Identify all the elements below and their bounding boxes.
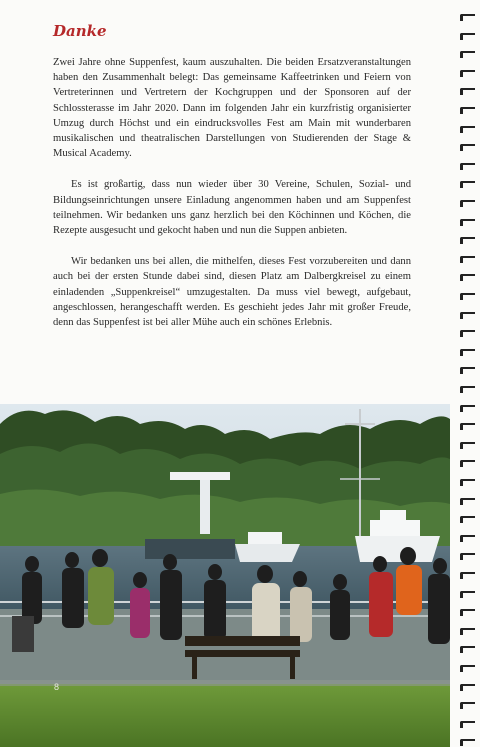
- paragraph-2: Es ist großartig, dass nun wieder über 30 Vereine, Schulen, Sozial- und Bildungseinrichtungen unsere Einladung angenommen haben und am Suppenfest teilnehmen. Wir bedanken uns ganz herzlich bei den Köchinnen und Köchen, die Rezepte ausgesucht und gekocht haben und nun die Suppen anbieten.: [53, 179, 411, 237]
- binding-ring: [460, 256, 475, 263]
- binding-ring: [460, 293, 475, 300]
- binding-ring: [460, 181, 475, 188]
- binding-ring: [460, 349, 475, 356]
- binding-ring: [460, 498, 475, 505]
- binding-ring: [460, 553, 475, 560]
- binding-ring: [460, 144, 475, 151]
- binding-ring: [460, 702, 475, 709]
- binding-ring: [460, 665, 475, 672]
- binding-ring: [460, 721, 475, 728]
- binding-ring: [460, 609, 475, 616]
- binding-ring: [460, 312, 475, 319]
- binding-ring: [460, 423, 475, 430]
- binding-ring: [460, 51, 475, 58]
- binding-ring: [460, 88, 475, 95]
- body-text: [53, 55, 411, 346]
- binding-ring: [460, 219, 475, 226]
- binding-ring: [460, 739, 475, 746]
- binding-ring: [460, 274, 475, 281]
- binding-ring: [460, 535, 475, 542]
- paragraph-3: Wir bedanken uns bei allen, die mithelfen, dieses Fest vorzubereiten und dann auch bei der ersten Stunde dabei sind, diesen Platz am Dalbergkreisel zu einem einladenden „Suppenkreisel“ umzugestalten. Da muss viel bewegt, aufgebaut, angeschlossen, herangeschafft werden. Es geschieht jedes Jahr mit großer Freude, denn das Suppenfest ist bei aller Mühe auch ein schönes Erlebnis.: [53, 256, 411, 329]
- binding-ring: [460, 572, 475, 579]
- paragraph-1: Zwei Jahre ohne Suppenfest, kaum auszuhalten. Die beiden Ersatzveranstaltungen haben den Zusammenhalt belegt: Das gemeinsame Kaffeetrinken und Feiern von Vertreterinnen und Vertretern der Kochgruppen und der Sponsoren auf der Schlossterasse im Jahr 2020. Dann im folgenden Jahr ein kurzfristig organisierter Umzug durch Höchst und ein eindrucksvolles Fest am Main mit wunderbaren musikalischen und theatralischen Darstellungen von Studierenden der Stage & Musical Academy.: [53, 57, 411, 160]
- binding-ring: [460, 684, 475, 691]
- binding-ring: [460, 646, 475, 653]
- page-heading: Danke: [53, 22, 107, 40]
- photo-illustration: [0, 404, 450, 747]
- binding-ring: [460, 460, 475, 467]
- page-number: 8: [54, 682, 60, 692]
- binding-ring: [460, 107, 475, 114]
- spiral-binding: [456, 0, 480, 747]
- binding-ring: [460, 405, 475, 412]
- binding-ring: [460, 386, 475, 393]
- binding-ring: [460, 628, 475, 635]
- binding-ring: [460, 126, 475, 133]
- binding-ring: [460, 163, 475, 170]
- binding-ring: [460, 237, 475, 244]
- binding-ring: [460, 200, 475, 207]
- binding-ring: [460, 516, 475, 523]
- binding-ring: [460, 442, 475, 449]
- binding-ring: [460, 70, 475, 77]
- binding-ring: [460, 330, 475, 337]
- binding-ring: [460, 367, 475, 374]
- binding-ring: [460, 479, 475, 486]
- binding-ring: [460, 591, 475, 598]
- binding-ring: [460, 14, 475, 21]
- binding-ring: [460, 33, 475, 40]
- group-photo: [0, 404, 450, 747]
